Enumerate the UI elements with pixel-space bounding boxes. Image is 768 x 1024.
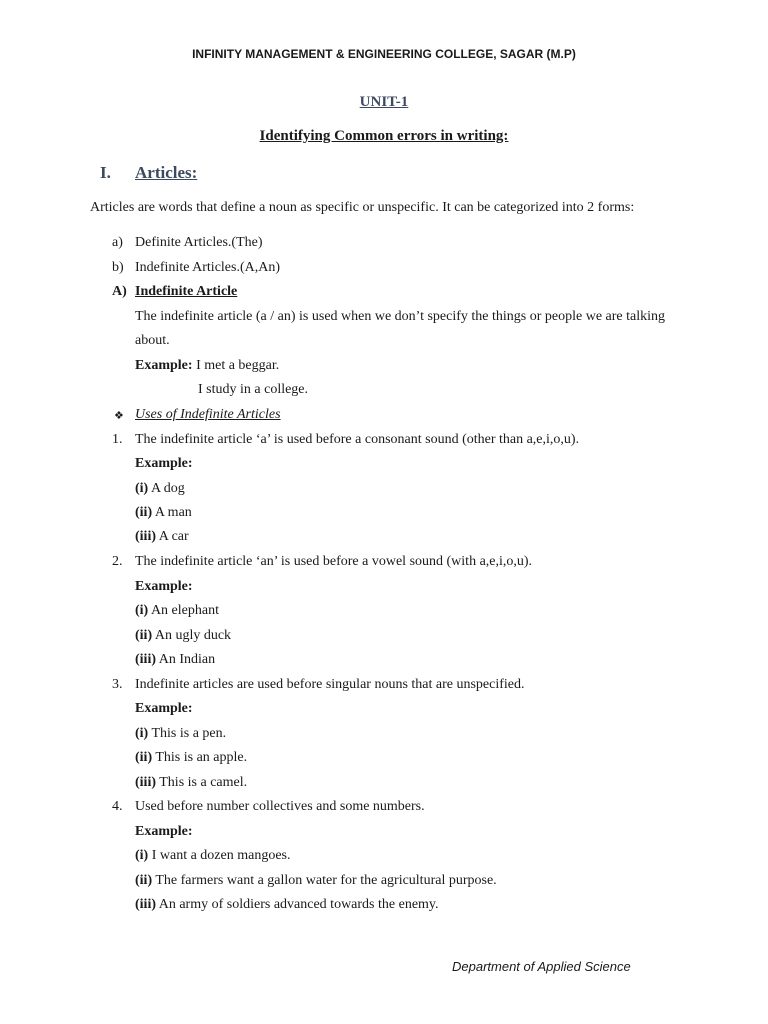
item-number: (iii): [135, 529, 156, 544]
item-number: (ii): [135, 505, 153, 520]
example-item: [135, 529, 189, 545]
subsection-marker: A): [112, 284, 127, 299]
diamond-bullet-icon: ❖: [114, 410, 124, 422]
item-number: (iii): [135, 652, 156, 667]
item-text: A car: [156, 529, 189, 544]
form-marker: a): [112, 235, 123, 250]
example-item: [135, 726, 226, 742]
example-item: [135, 603, 219, 619]
unit-title: UNIT-1: [359, 94, 409, 110]
item-number: (ii): [135, 873, 153, 888]
item-number: (iii): [135, 897, 156, 912]
example-text: I met a beggar.: [192, 358, 280, 373]
rule-text: The indefinite article ‘an’ is used before a vowel sound (with a,e,i,o,u).: [135, 554, 533, 569]
example-label: Example:: [135, 358, 193, 373]
definition-line: The indefinite article (a / an) is used when we don’t specify the things or people we are talking: [135, 309, 666, 324]
rule-marker: 4.: [112, 799, 123, 814]
item-text: This is an apple.: [152, 750, 248, 765]
subsection-title: Indefinite Article: [135, 284, 238, 299]
example-item: [135, 481, 185, 497]
section-number: I.: [100, 163, 111, 182]
form-marker: b): [112, 260, 124, 275]
item-text: A man: [152, 505, 192, 520]
item-number: (i): [135, 481, 149, 496]
example-item: [135, 775, 247, 791]
example-label: Example:: [135, 701, 193, 716]
item-text: This is a pen.: [148, 726, 227, 741]
item-number: (ii): [135, 750, 153, 765]
example-item: [135, 897, 439, 913]
item-number: (i): [135, 726, 149, 741]
item-text: An ugly duck: [152, 628, 232, 643]
item-text: The farmers want a gallon water for the agricultural purpose.: [152, 873, 497, 888]
example-item: [135, 750, 247, 766]
item-number: (i): [135, 603, 149, 618]
section-title: Articles:: [135, 163, 198, 182]
item-text: I want a dozen mangoes.: [148, 848, 291, 863]
page-footer: Department of Applied Science: [452, 959, 631, 974]
item-text: This is a camel.: [156, 775, 248, 790]
example-line: [135, 358, 279, 374]
example-label: Example:: [135, 456, 193, 471]
rule-text: The indefinite article ‘a’ is used before a consonant sound (other than a,e,i,o,u).: [135, 432, 580, 447]
example-text: I study in a college.: [198, 382, 309, 397]
item-text: An Indian: [156, 652, 216, 667]
example-item: [135, 873, 497, 889]
intro-paragraph: Articles are words that define a noun as specific or unspecific. It can be categorized into 2 forms:: [90, 200, 635, 215]
rule-marker: 3.: [112, 677, 123, 692]
example-item: [135, 848, 291, 864]
definition-line: about.: [135, 333, 170, 348]
rule-text: Indefinite articles are used before singular nouns that are unspecified.: [135, 677, 525, 692]
rule-marker: 2.: [112, 554, 123, 569]
college-header: INFINITY MANAGEMENT & ENGINEERING COLLEGE, SAGAR (M.P): [192, 47, 576, 61]
example-item: [135, 628, 231, 644]
rule-text: Used before number collectives and some numbers.: [135, 799, 425, 814]
rule-marker: 1.: [112, 432, 123, 447]
item-number: (iii): [135, 775, 156, 790]
item-number: (ii): [135, 628, 153, 643]
item-text: A dog: [148, 481, 185, 496]
uses-title: Uses of Indefinite Articles: [135, 407, 281, 422]
form-text: Indefinite Articles.(A,An): [135, 260, 281, 275]
item-text: An elephant: [148, 603, 219, 618]
item-text: An army of soldiers advanced towards the enemy.: [156, 897, 439, 912]
page-subtitle: Identifying Common errors in writing:: [259, 128, 509, 144]
example-item: [135, 505, 192, 521]
example-label: Example:: [135, 579, 193, 594]
example-label: Example:: [135, 824, 193, 839]
example-item: [135, 652, 215, 668]
item-number: (i): [135, 848, 149, 863]
form-text: Definite Articles.(The): [135, 235, 263, 250]
